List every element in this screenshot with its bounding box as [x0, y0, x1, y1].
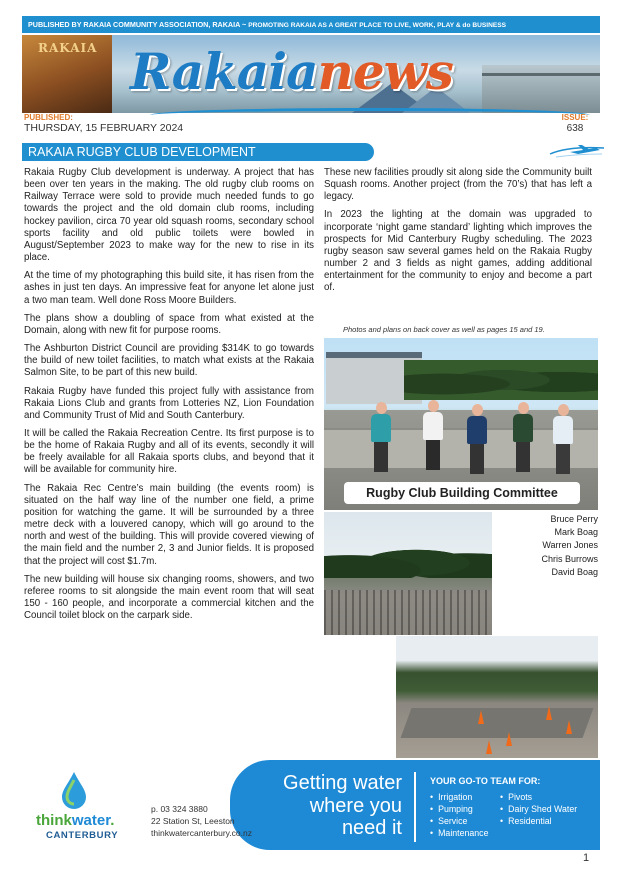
water-drop-logo-icon [58, 770, 90, 810]
services-list-2 [500, 791, 577, 827]
committee-member: David Boag [551, 566, 598, 577]
advert-headline [244, 772, 402, 840]
thinkwater-advert [22, 760, 600, 850]
bridge-rail [482, 73, 600, 76]
traffic-cone-icon [566, 720, 572, 734]
publisher-text: PUBLISHED BY RAKAIA COMMUNITY ASSOCIATION, RAKAIA [28, 20, 241, 29]
article-paragraph: It will be called the Rakaia Recreation Centre. Its first purpose is to be the home of Rakaia Rugby and all of its events, secondly it will be freely available for all Rakaia sports clubs, and beyond that it will be available for community hire. [24, 427, 314, 476]
traffic-cone-icon [486, 740, 492, 754]
person-figure [464, 404, 490, 474]
brand-think: think [36, 812, 72, 829]
article-paragraph: The new building will house six changing rooms, showers, and two referee rooms to sit alongside the main event room that will seat 150 - 160 people, and incorporate a commercial kitchen and the Council toilet block on the carpark side. [24, 573, 314, 622]
brand-mark: . [110, 812, 115, 829]
masthead-title [130, 41, 453, 103]
photo-note: Photos and plans on back cover as well as pages 15 and 19. [343, 325, 545, 334]
headline-line: Getting water [283, 772, 402, 794]
traffic-cone-icon [506, 732, 512, 746]
committee-member: Mark Boag [554, 527, 598, 538]
article-paragraph: These new facilities proudly sit along side the Community built Squash rooms. Another project (from the 70’s) that has left a legacy. [324, 167, 592, 203]
committee-names [496, 513, 598, 579]
committee-caption: Rugby Club Building Committee [344, 482, 580, 504]
issue-number: 638 [566, 123, 584, 134]
person-figure [368, 402, 394, 472]
traffic-cone-icon [546, 706, 552, 720]
committee-member: Chris Burrows [541, 553, 598, 564]
article-paragraph: At the time of my photographing this build site, it has risen from the ashes in just ten days. An impressive feat for anyone let alone just a two man team. Well done Ross Moore Builders. [24, 270, 314, 306]
service-item: • Residential [500, 815, 577, 827]
person-figure [420, 400, 446, 470]
person-figure [550, 404, 576, 474]
published-date: THURSDAY, 15 FEBRUARY 2024 [24, 122, 184, 134]
publisher-slogan: PROMOTING RAKAIA AS A GREAT PLACE TO LIVE, WORK, PLAY & do BUSINESS [248, 22, 507, 29]
section-heading: RAKAIA RUGBY CLUB DEVELOPMENT [22, 143, 374, 161]
committee-member: Warren Jones [542, 540, 598, 551]
service-item: • Pumping [430, 803, 488, 815]
advert-team-title: YOUR GO-TO TEAM FOR: [430, 776, 541, 786]
article-paragraph: Rakaia Rugby have funded this project fully with assistance from Rakaia Lions Club and grants from Lotteries NZ, Lion Foundation and Community Trust of Mid and South Canterbury. [24, 385, 314, 421]
service-item: • Service [430, 815, 488, 827]
service-item: • Dairy Shed Water [500, 803, 577, 815]
rakaia-small-logo: RAKAIA [38, 41, 98, 55]
article-paragraph: The plans show a doubling of space from what existed at the Domain, along with new fit for purpose rooms. [24, 312, 314, 336]
services-list-1 [430, 791, 488, 839]
advert-phone: p. 03 324 3880 [151, 804, 208, 814]
article-right-column [324, 167, 592, 301]
article-paragraph: The Rakaia Rec Centre’s main building (the events room) is situated on the half way line of the number one field, a prime position for watching the game. It will be surrounded by a three metre deck with a louvered canopy, which will go around to the north and west of the building. This will provide covered viewing of the main field and the number 2, 3 and Junior fields. It is proposed that the project will cost $1.7m. [24, 482, 314, 567]
tree-line [324, 540, 492, 578]
tree-line [404, 360, 598, 400]
advert-website: thinkwatercanterbury.co.nz [151, 828, 252, 838]
traffic-cone-icon [478, 710, 484, 724]
construction-photo [324, 512, 492, 635]
advert-divider [414, 772, 416, 842]
brand-location: CANTERBURY [46, 830, 119, 841]
advert-contact [151, 803, 252, 839]
article-paragraph: In 2023 the lighting at the domain was upgraded to incorporate ‘night game standard’ lighting which improves the prospects for Mid Canterbury Rugby scheduling. The 2023 rugby season saw several games held on the Rakaia Rugby number 2 and 3 fields as night games, adding additional entertainment for the community to enjoy and become a part of. [324, 209, 592, 294]
service-item: • Pivots [500, 791, 577, 803]
thinkwater-brand [36, 812, 114, 829]
service-item: • Maintenance [430, 827, 488, 839]
header-swoosh [150, 108, 590, 122]
page-number: 1 [583, 852, 590, 864]
article-paragraph: The Ashburton District Council are providing $314K to go towards the build of new toilet facilities, to match what exists at the Rakaia Salmon Site, to be part of this new build. [24, 343, 314, 379]
plane-icon [548, 142, 606, 160]
headline-line: where you [309, 794, 402, 817]
service-item: • Irrigation [430, 791, 488, 803]
person-figure [510, 402, 536, 472]
article-left-column [24, 167, 314, 628]
concrete-pad [401, 708, 594, 738]
issue-label: ISSUE: [561, 113, 589, 122]
headline-line: need it [341, 817, 402, 839]
masthead-banner [22, 35, 600, 113]
site-photo [396, 636, 598, 758]
committee-member: Bruce Perry [550, 514, 598, 524]
publisher-separator: ~ [242, 20, 247, 29]
masthead-title-news: news [317, 42, 453, 101]
brand-water: water [71, 812, 111, 829]
advert-address: 22 Station St, Leeston [151, 816, 235, 826]
reinforcing-mesh [324, 590, 492, 635]
publisher-bar [22, 16, 600, 33]
masthead-title-rakaia: Rakaia [130, 42, 318, 101]
published-label: PUBLISHED: [24, 113, 73, 122]
article-paragraph: Rakaia Rugby Club development is underway. A project that has been over ten years in the making. The old rugby club rooms on Railway Terrace were sold to provide much needed funds to go towards the project and the old domain club rooms, including hockey pavilion, circa 70 year old squash rooms, secondary school sports facility and old public toilets were bowled in August/September 2023 to make way for the new to rise in its place. [24, 167, 314, 264]
